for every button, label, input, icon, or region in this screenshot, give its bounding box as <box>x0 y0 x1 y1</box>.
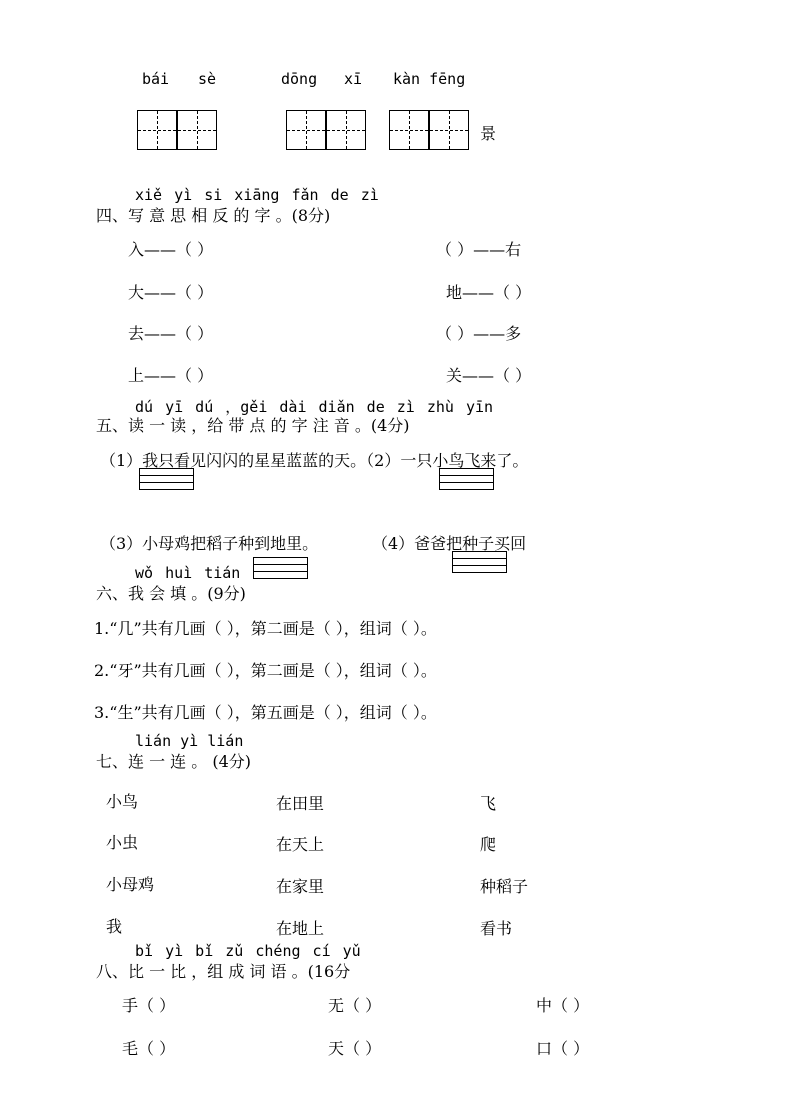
match-action: 种稻子 <box>480 877 529 896</box>
stroke-question: 2.“牙”共有几画（ ），第二画是（ ），组词（ ）。 <box>94 661 437 680</box>
antonym-item: 去——（ ） <box>128 324 214 343</box>
section-8-title: 八、比 一 比 ，组 成 词 语 。(16分 <box>96 962 351 981</box>
match-action: 爬 <box>480 835 497 854</box>
antonym-item: 大——（ ） <box>128 283 214 302</box>
section-4-title: 四、写 意 思 相 反 的 字 。(8分) <box>96 206 331 225</box>
pinyin-xi: xī <box>344 70 363 88</box>
match-action: 飞 <box>480 794 497 813</box>
antonym-item: 入——（ ） <box>128 240 214 259</box>
word-item: 天（ ） <box>328 1039 382 1058</box>
section-4-pinyin: xiě yì si xiāng fǎn de zì <box>135 186 379 204</box>
match-place: 在田里 <box>276 794 325 813</box>
sentence-1-2: （1）我只看见闪闪的星星蓝蓝的天。（2）一只小鸟飞来了。 <box>100 451 529 470</box>
word-item: 无（ ） <box>328 996 382 1015</box>
section-6-pinyin: wǒ huì tián <box>135 564 241 582</box>
writing-cell[interactable] <box>389 110 429 150</box>
match-subject: 小虫 <box>106 833 139 852</box>
match-place: 在天上 <box>276 835 325 854</box>
pinyin-answer-lines[interactable] <box>452 551 507 573</box>
writing-cell[interactable] <box>286 110 326 150</box>
match-place: 在地上 <box>276 919 325 938</box>
section-8-pinyin: bǐ yì bǐ zǔ chéng cí yǔ <box>135 942 361 960</box>
writing-cell[interactable] <box>137 110 177 150</box>
word-item: 中（ ） <box>536 996 590 1015</box>
stroke-question: 1.“几”共有几画（ ），第二画是（ ），组词（ ）。 <box>94 619 437 638</box>
word-item: 手（ ） <box>122 996 176 1015</box>
match-subject: 小母鸡 <box>106 875 155 894</box>
writing-cell[interactable] <box>326 110 366 150</box>
section-5-title: 五、读 一 读 ，给 带 点 的 字 注 音 。(4分) <box>96 416 410 435</box>
section-6-title: 六、我 会 填 。(9分) <box>96 584 246 603</box>
match-subject: 我 <box>106 917 123 936</box>
antonym-item: （ ）——右 <box>436 240 522 259</box>
pinyin-kanfeng: kàn fēng <box>393 70 466 88</box>
pinyin-bai: bái <box>142 70 170 88</box>
word-item: 口（ ） <box>536 1039 590 1058</box>
match-subject: 小鸟 <box>106 792 139 811</box>
writing-cell[interactable] <box>177 110 217 150</box>
pinyin-se: sè <box>198 70 217 88</box>
stroke-question: 3.“生”共有几画（ ），第五画是（ ），组词（ ）。 <box>94 703 437 722</box>
sentence-4: （4）爸爸把种子买回 <box>372 534 527 553</box>
pinyin-answer-lines[interactable] <box>439 468 494 490</box>
writing-cell[interactable] <box>429 110 469 150</box>
antonym-item: 关——（ ） <box>446 366 532 385</box>
suffix-char: 景 <box>480 124 497 143</box>
word-item: 毛（ ） <box>122 1039 176 1058</box>
sentence-3: （3）小母鸡把稻子种到地里。 <box>100 534 319 553</box>
section-7-title: 七、连 一 连 。 (4分) <box>96 752 252 771</box>
match-action: 看书 <box>480 919 513 938</box>
pinyin-answer-lines[interactable] <box>253 557 308 579</box>
section-7-pinyin: lián yì lián <box>135 732 244 750</box>
section-5-pinyin: dú yī dú ，gěi dài diǎn de zì zhù yīn <box>135 398 494 416</box>
antonym-item: 上——（ ） <box>128 366 214 385</box>
pinyin-dong: dōng <box>281 70 318 88</box>
pinyin-answer-lines[interactable] <box>139 468 194 490</box>
antonym-item: （ ）——多 <box>436 324 522 343</box>
antonym-item: 地——（ ） <box>446 283 532 302</box>
match-place: 在家里 <box>276 877 325 896</box>
